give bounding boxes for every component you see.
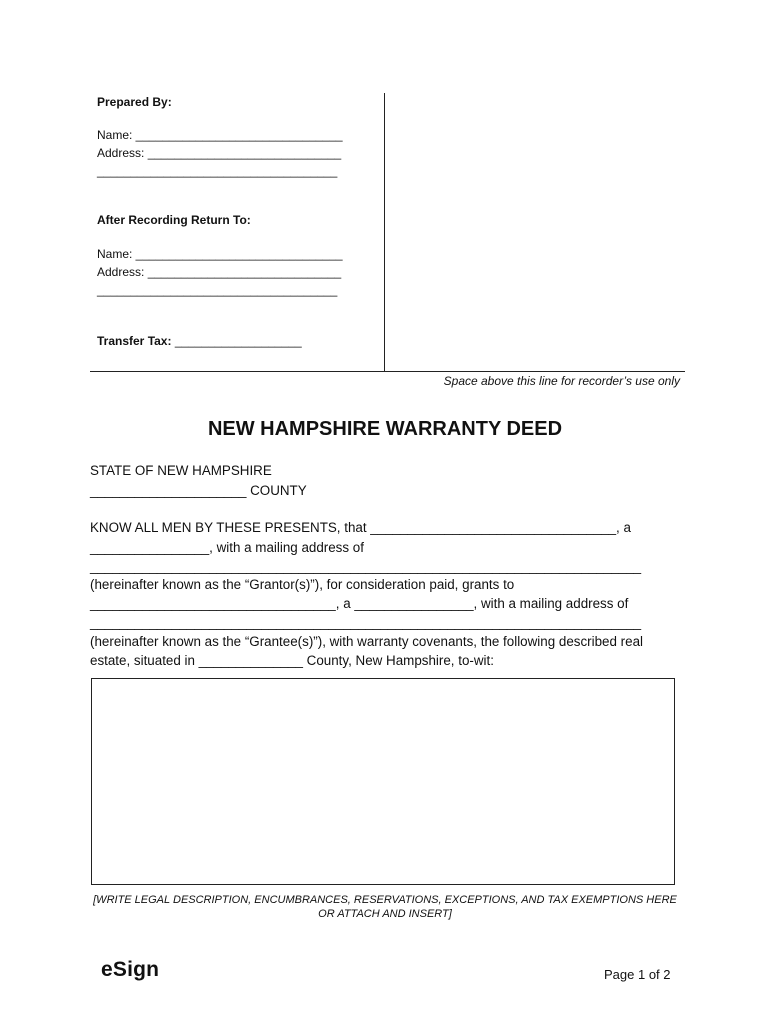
- body-line-situated-county[interactable]: estate, situated in ______________ County, New Hampshire, to-wit:: [90, 653, 494, 668]
- transfer-tax-field[interactable]: ___________________: [171, 334, 302, 348]
- body-line-grantor-type[interactable]: ________________, with a mailing address of: [90, 540, 364, 555]
- document-title: NEW HAMPSHIRE WARRANTY DEED: [207, 418, 563, 440]
- legal-description-box[interactable]: [91, 678, 675, 885]
- transfer-tax-row: [97, 334, 302, 348]
- prepared-by-address-extra-field[interactable]: ____________________________________: [97, 164, 338, 178]
- recorder-area-divider: [384, 93, 385, 372]
- return-to-address-extra-field[interactable]: ____________________________________: [97, 283, 338, 297]
- county-field[interactable]: _____________________ COUNTY: [90, 483, 307, 498]
- body-line-grantor-address[interactable]: __________________________________________________________________________: [90, 559, 642, 574]
- return-to-heading: After Recording Return To:: [97, 213, 251, 227]
- return-to-name-field[interactable]: Name: _______________________________: [97, 247, 343, 261]
- recorder-area-baseline: [90, 371, 685, 372]
- body-line-grantor-clause: (hereinafter known as the “Grantor(s)”), for consideration paid, grants to: [90, 577, 515, 592]
- legal-description-instructions: [WRITE LEGAL DESCRIPTION, ENCUMBRANCES, RESERVATIONS, EXCEPTIONS, AND TAX EXEMPTIONS HERE OR ATTACH AND INSERT]: [93, 894, 677, 920]
- body-line-grantor-name[interactable]: KNOW ALL MEN BY THESE PRESENTS, that _________________________________, a: [90, 520, 631, 535]
- return-to-address-field[interactable]: Address: _____________________________: [97, 265, 342, 279]
- state-line: STATE OF NEW HAMPSHIRE: [90, 463, 272, 478]
- prepared-by-name-field[interactable]: Name: _______________________________: [97, 128, 343, 142]
- page-number: Page 1 of 2: [604, 967, 671, 982]
- prepared-by-address-field[interactable]: Address: _____________________________: [97, 146, 342, 160]
- body-line-grantee-name[interactable]: _________________________________, a ________________, with a mailing address of: [90, 596, 629, 611]
- prepared-by-heading: Prepared By:: [97, 95, 172, 109]
- transfer-tax-label: Transfer Tax:: [97, 334, 172, 348]
- recorder-note: Space above this line for recorder’s use only: [443, 374, 680, 388]
- body-line-grantee-clause: (hereinafter known as the “Grantee(s)”), with warranty covenants, the following described real: [90, 634, 643, 649]
- esign-logo: eSign: [101, 958, 160, 981]
- body-line-grantee-address[interactable]: __________________________________________________________________________: [90, 615, 642, 630]
